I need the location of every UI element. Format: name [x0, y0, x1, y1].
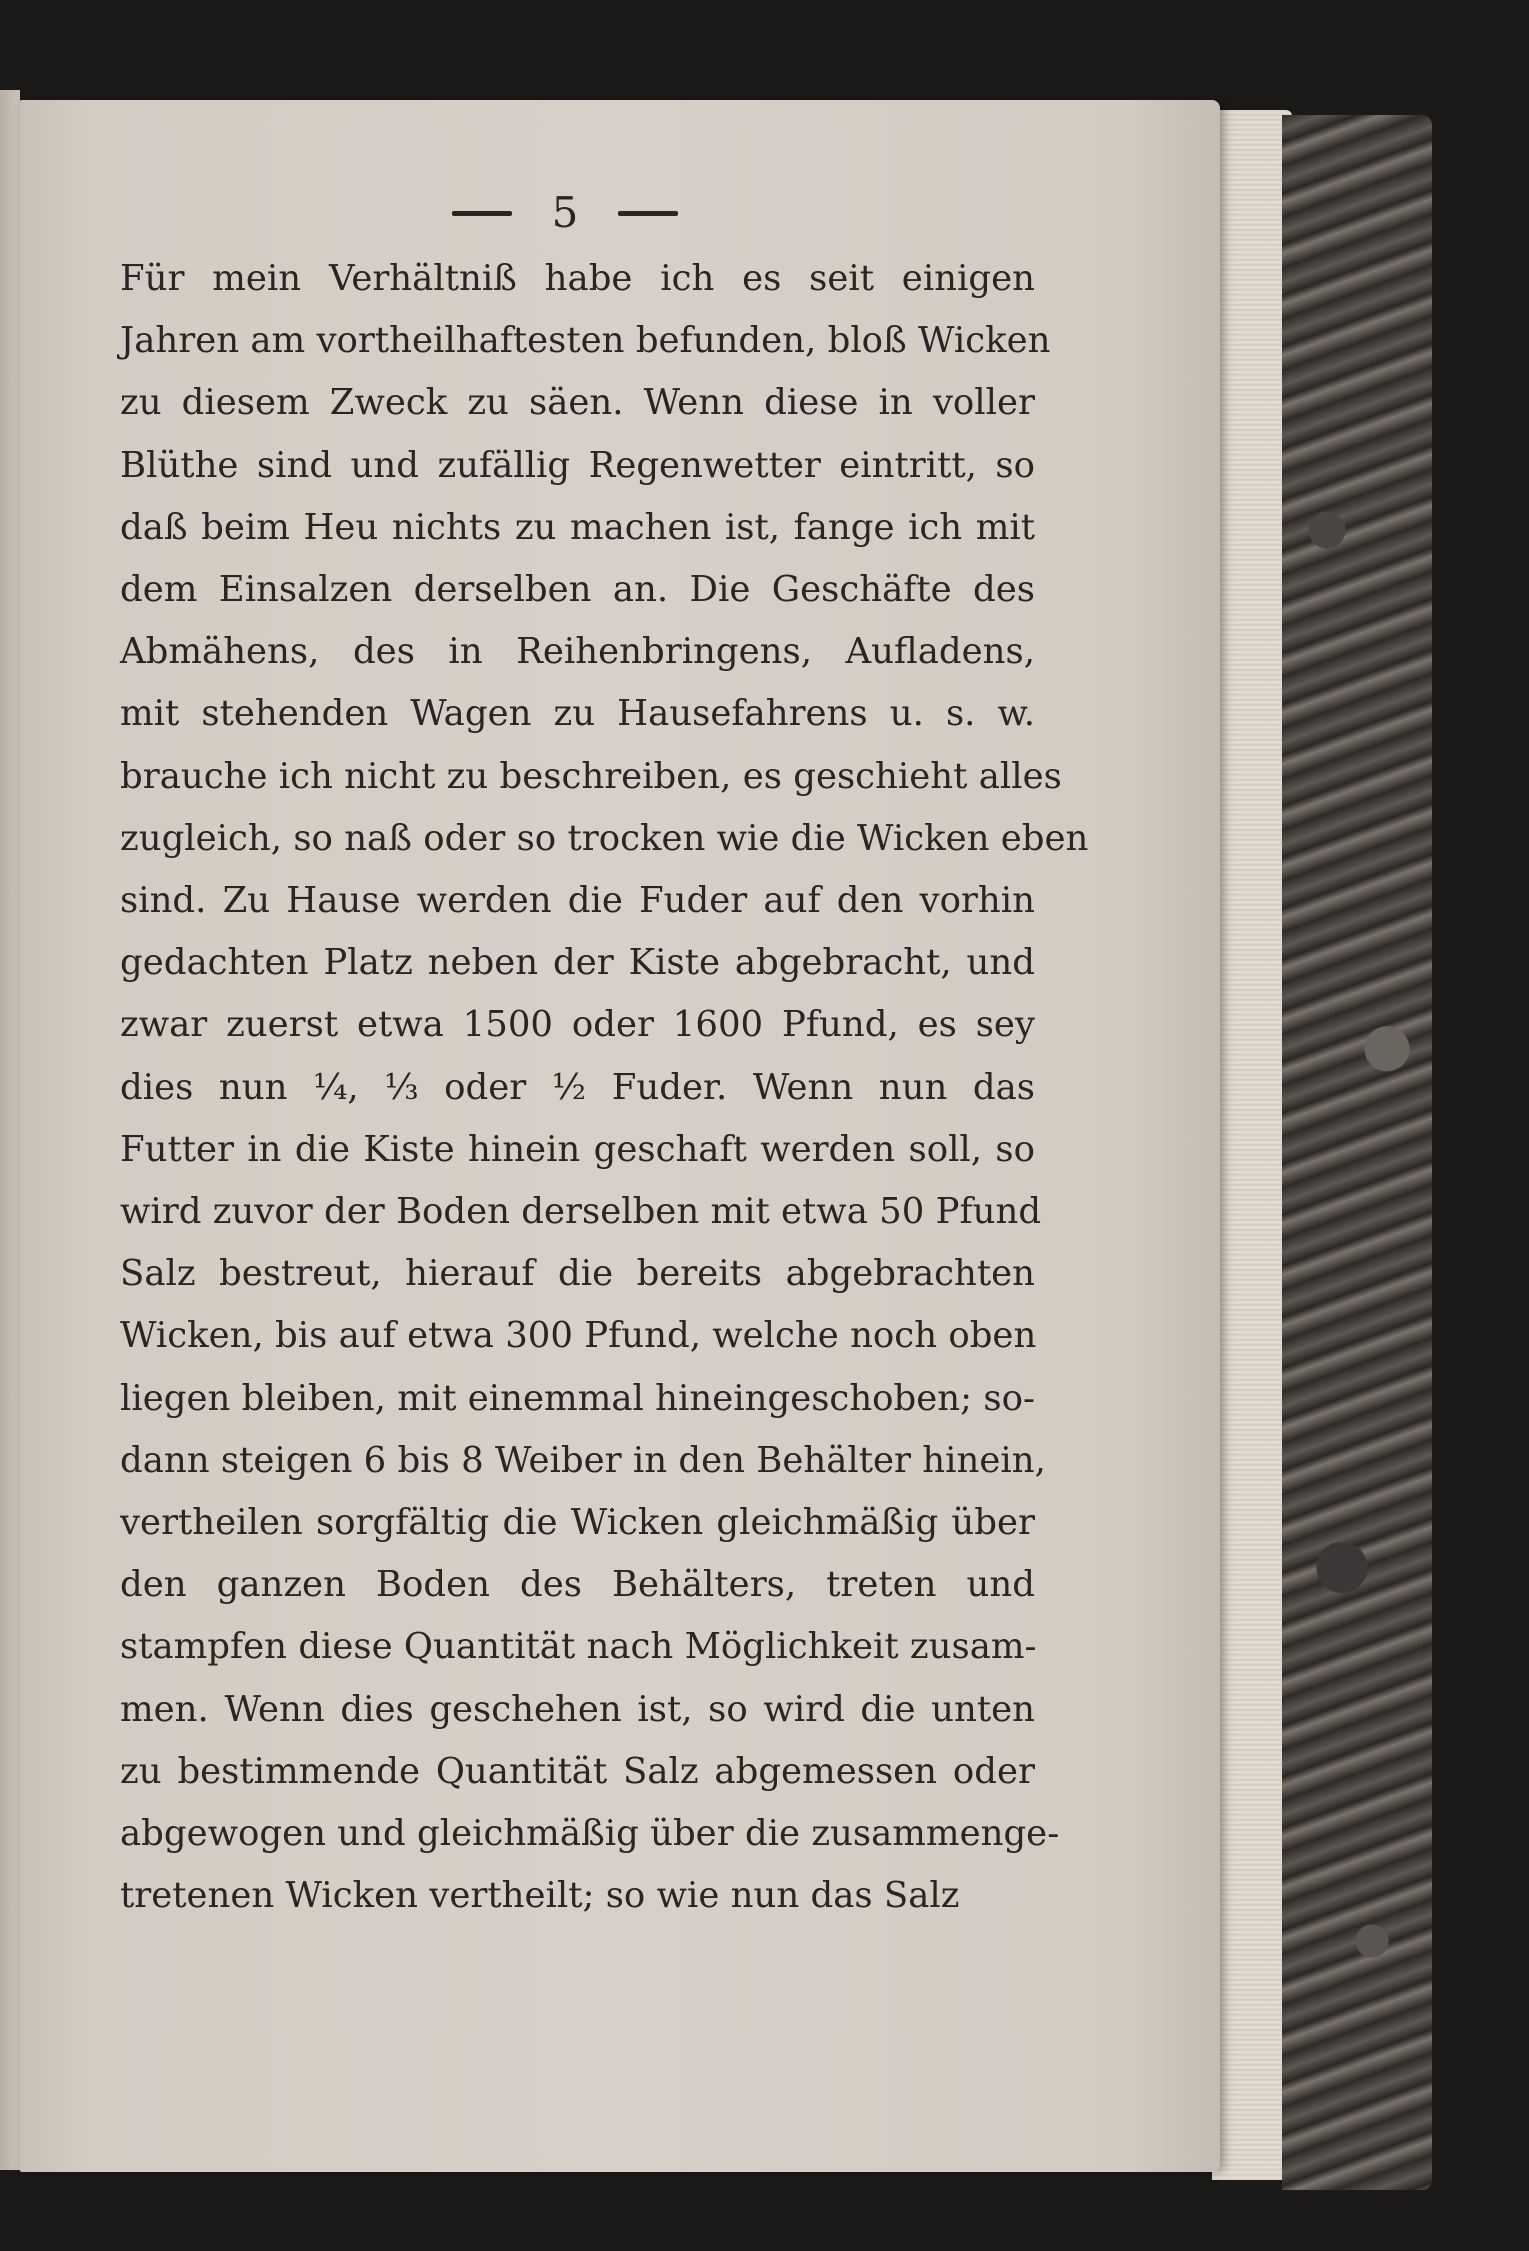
text-line: dann steigen 6 bis 8 Weiber in den Behälter hinein,	[120, 1439, 1046, 1481]
text-line: Wicken, bis auf etwa 300 Pfund, welche noch oben	[120, 1315, 1037, 1357]
text-line: zwar zuerst etwa 1500 oder 1600 Pfund, es sey	[120, 1004, 1035, 1046]
text-line: zu diesem Zweck zu säen. Wenn diese in voller	[120, 382, 1035, 424]
text-line: sind. Zu Hause werden die Fuder auf den vorhin	[120, 880, 1035, 922]
text-line: daß beim Heu nichts zu machen ist, fange ich mit	[120, 506, 1035, 548]
text-line: dem Einsalzen derselben an. Die Geschäfte des	[120, 569, 1035, 611]
header-dash-right	[618, 211, 678, 216]
text-line: stampfen diese Quantität nach Möglichkeit zusam-	[120, 1626, 1037, 1668]
text-line: Salz bestreut, hierauf die bereits abgebrachten	[120, 1253, 1035, 1295]
text-line: den ganzen Boden des Behälters, treten und	[120, 1564, 1035, 1606]
text-line: liegen bleiben, mit einemmal hineingeschoben; so-	[120, 1377, 1035, 1419]
text-line: Für mein Verhältniß habe ich es seit einigen	[120, 258, 1035, 299]
text-line: vertheilen sorgfältig die Wicken gleichmäßig über	[120, 1502, 1035, 1544]
text-line: zu bestimmende Quantität Salz abgemessen oder	[120, 1750, 1035, 1792]
text-line: Jahren am vortheilhaftesten befunden, bloß Wicken	[120, 320, 1051, 362]
text-line: wird zuvor der Boden derselben mit etwa 50 Pfund	[120, 1191, 1042, 1233]
facing-page-edge	[0, 90, 20, 2170]
page-header	[400, 178, 730, 248]
text-line: brauche ich nicht zu beschreiben, es geschieht alles	[120, 755, 1062, 797]
page-number: 5	[551, 188, 579, 237]
page-body-text	[120, 248, 1089, 1927]
text-line: zugleich, so naß oder so trocken wie die Wicken eben	[120, 817, 1089, 859]
text-line: tretenen Wicken vertheilt; so wie nun das Salz	[120, 1875, 960, 1917]
text-line: Blüthe sind und zufällig Regenwetter eintritt, so	[120, 444, 1035, 486]
text-line: gedachten Platz neben der Kiste abgebracht, und	[120, 942, 1035, 984]
header-dash-left	[452, 211, 512, 216]
text-line: Futter in die Kiste hinein geschaft werden soll, so	[120, 1128, 1035, 1170]
book-page-edges	[1212, 110, 1292, 2180]
marbled-book-cover	[1282, 115, 1432, 2190]
text-line: men. Wenn dies geschehen ist, so wird die unten	[120, 1688, 1035, 1730]
text-line: dies nun ¼, ⅓ oder ½ Fuder. Wenn nun das	[120, 1066, 1035, 1108]
text-line: abgewogen und gleichmäßig über die zusammenge-	[120, 1813, 1060, 1855]
text-line: Abmähens, des in Reihenbringens, Aufladens,	[120, 631, 1035, 673]
text-line: mit stehenden Wagen zu Hausefahrens u. s. w.	[120, 693, 1035, 735]
